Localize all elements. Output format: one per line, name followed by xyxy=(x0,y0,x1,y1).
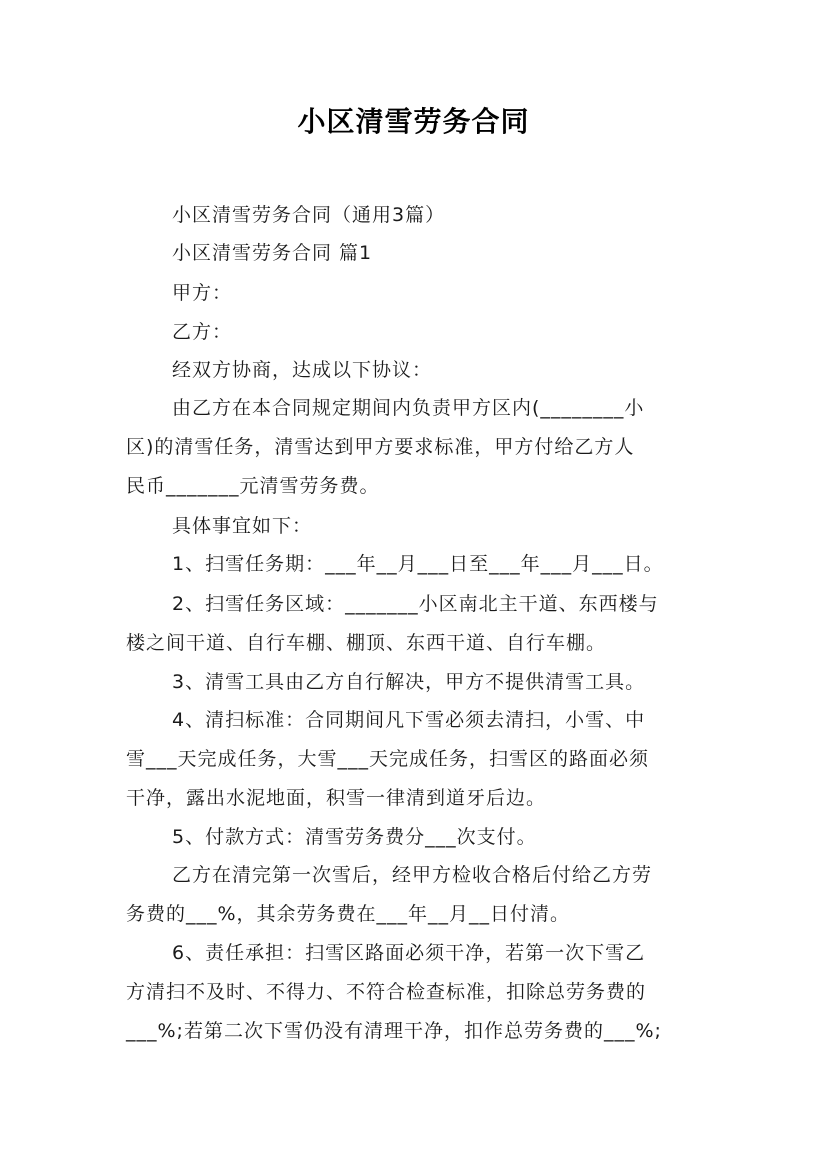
clause-2: 2、扫雪任务区域：_______小区南北主干道、东西楼与 xyxy=(172,593,659,615)
clause-4-continued: 雪___天完成任务，大雪___天完成任务，扫雪区的路面必须 xyxy=(126,748,650,770)
paragraph-line: 区)的清雪任务，清雪达到甲方要求标准，甲方付给乙方人 xyxy=(126,436,635,458)
clause-3: 3、清雪工具由乙方自行解决，甲方不提供清雪工具。 xyxy=(172,671,646,693)
payment-paragraph: 务费的___%，其余劳务费在___年__月__日付清。 xyxy=(126,903,571,925)
details-heading: 具体事宜如下： xyxy=(172,515,313,537)
clause-1: 1、扫雪任务期：___年__月___日至___年___月___日。 xyxy=(172,553,664,575)
paragraph-line: 民币_______元清雪劳务费。 xyxy=(126,475,380,497)
agreement-intro: 经双方协商，达成以下协议： xyxy=(172,359,433,381)
clause-4: 4、清扫标准：合同期间凡下雪必须去清扫，小雪、中 xyxy=(172,709,646,731)
section-heading: 小区清雪劳务合同 篇1 xyxy=(172,242,373,264)
party-a-line: 甲方： xyxy=(172,282,233,304)
clause-6-continued: 方清扫不及时、不得力、不符合检查标准，扣除总劳务费的 xyxy=(126,981,647,1003)
paragraph-line: 由乙方在本合同规定期间内负责甲方区内(________小 xyxy=(172,397,645,419)
clause-5: 5、付款方式：清雪劳务费分___次支付。 xyxy=(172,826,537,848)
clause-6: 6、责任承担：扫雪区路面必须干净，若第一次下雪乙 xyxy=(172,942,646,964)
subtitle-line: 小区清雪劳务合同（通用3篇） xyxy=(172,204,446,226)
party-b-line: 乙方： xyxy=(172,321,233,343)
clause-4-continued: 干净，露出水泥地面，积雪一律清到道牙后边。 xyxy=(126,787,547,809)
clause-6-continued: ___%;若第二次下雪仍没有清理干净，扣作总劳务费的___%; xyxy=(126,1020,662,1042)
clause-2-continued: 楼之间干道、自行车棚、棚顶、东西干道、自行车棚。 xyxy=(126,632,607,654)
payment-paragraph: 乙方在清完第一次雪后，经甲方检收合格后付给乙方劳 xyxy=(172,864,653,886)
document-title: 小区清雪劳务合同 xyxy=(297,105,530,138)
